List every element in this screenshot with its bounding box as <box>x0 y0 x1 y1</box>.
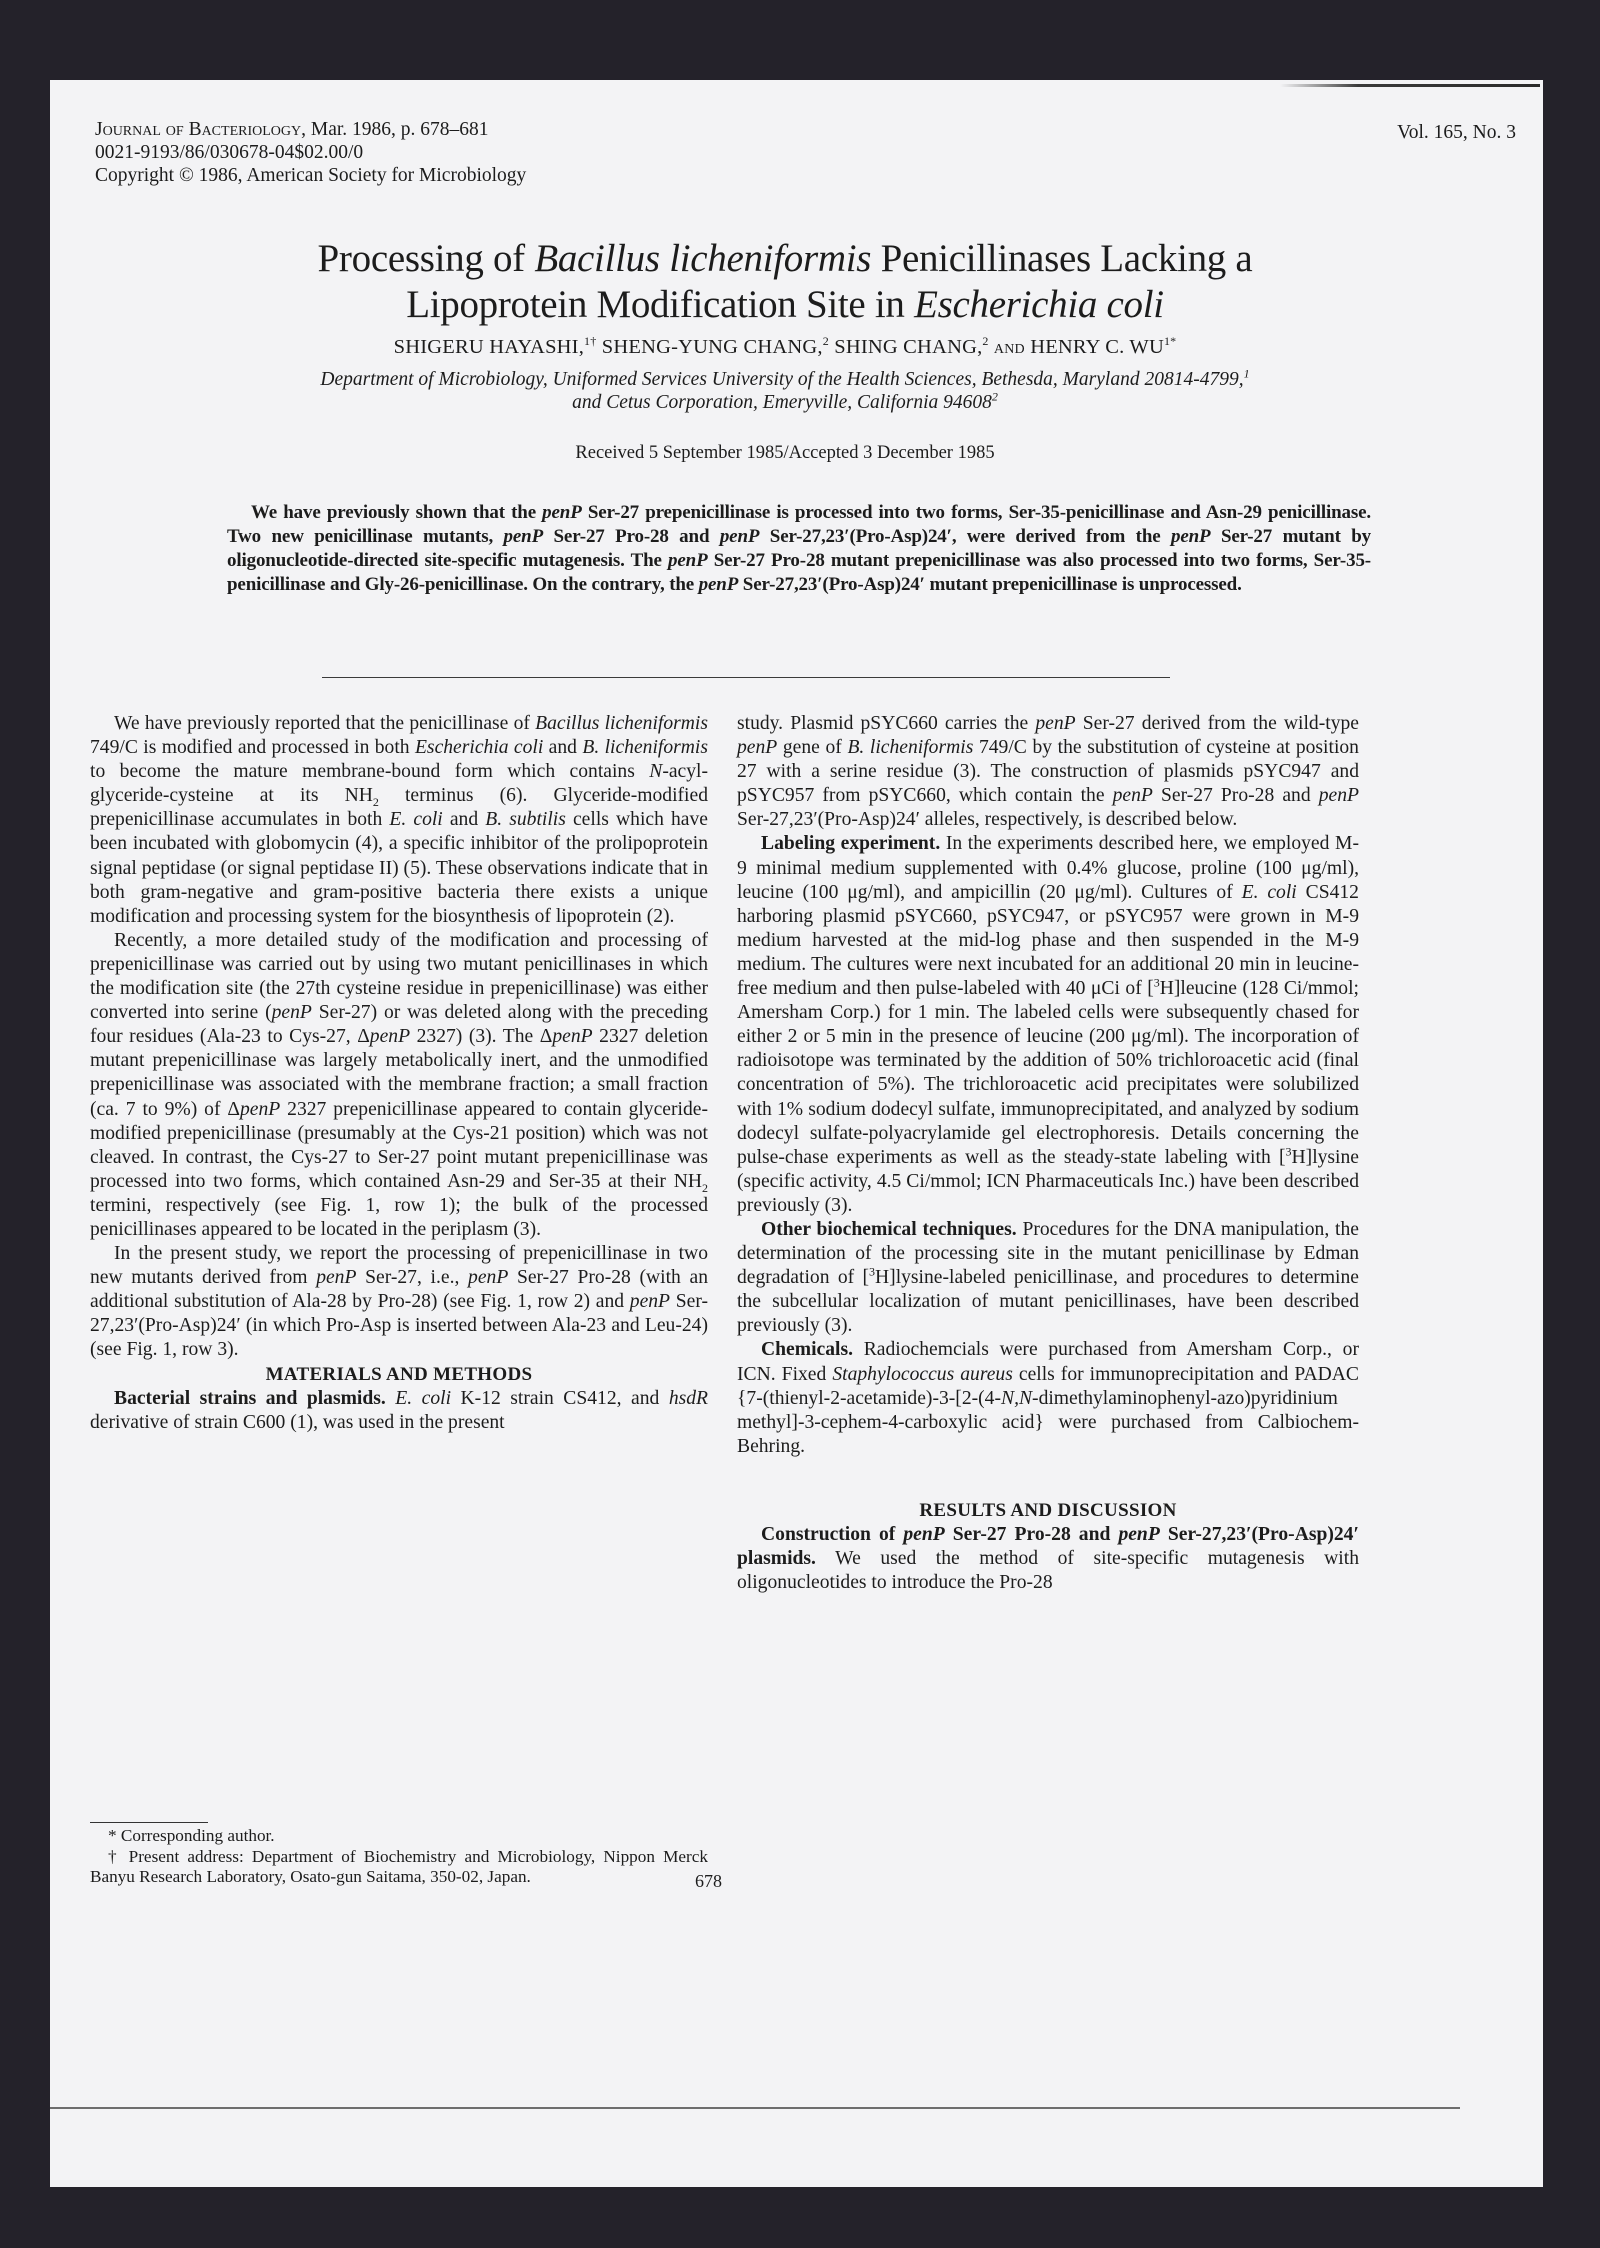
journal-copyright: Copyright © 1986, American Society for Microbiology <box>95 165 527 186</box>
article-title <box>90 236 1480 328</box>
footnote-corresponding: * Corresponding author. <box>108 1826 275 1845</box>
author-affiliation-mark: 1† <box>584 334 597 349</box>
footnotes <box>90 1826 708 1888</box>
author-affiliation-mark: 2 <box>982 334 989 349</box>
footnote-rule <box>90 1822 208 1823</box>
abstract-divider <box>322 677 1170 678</box>
journal-volume: Vol. 165, No. 3 <box>1397 122 1516 143</box>
received-dates: Received 5 September 1985/Accepted 3 December 1985 <box>575 443 995 463</box>
gene-name: penP <box>503 526 544 547</box>
intro-paragraph-2: Recently, a more detailed study of the modification and processing of prepenicillinase was carried out by using two mutant penicillinases in which the modification site (the 27th cysteine residue in prepenicillinase) was either converted into serine (penP Ser-27) or was deleted along with the preceding four residues (Ala-23 to Cys-27, ΔpenP 2327) (3). The ΔpenP 2327 deletion mutant prepenicillinase was largely metabolically inert, and the unmodified prepenicillinase was associated with the membrane fraction; a small fraction (ca. 7 to 9%) of ΔpenP 2327 prepenicillinase appeared to contain glyceride-modified prepenicillinase (presumably at the Cys-21 position) which was not cleaved. In contrast, the Cys-27 to Ser-27 point mutant prepenicillinase was processed into two forms, which contained Asn-29 and Ser-35 at their $NH_2$ termini, respectively (see Fig. 1, row 1); the bulk of the processed penicillinases appeared to be located in the periplasm (3). <box>90 929 708 1240</box>
abstract-text: Ser-27 Pro-28 and <box>543 526 720 547</box>
title-text: Processing of <box>317 237 535 280</box>
gene-name: penP <box>542 502 582 523</box>
author-name: SHING CHANG, <box>828 336 983 358</box>
title-text: Penicillinases Lacking a <box>871 237 1253 280</box>
page-number: 678 <box>695 1871 722 1891</box>
abstract <box>227 501 1371 597</box>
gene-name: penP <box>1170 526 1211 547</box>
abstract-text: Ser-27 prepenicillinase is processed into two forms, Ser-35-penicillinase and Asn-29 penicillinase. Two new penicillinase mutants, <box>227 502 1371 547</box>
scan-edge-line-bottom <box>50 2107 1460 2109</box>
title-organism: Bacillus licheniformis <box>534 237 872 280</box>
journal-code: 0021-9193/86/030678-04$02.00/0 <box>95 142 364 163</box>
abstract-text: Ser-27,23′(Pro-Asp)24′, were derived from the <box>759 526 1171 547</box>
section-heading-materials: MATERIALS AND METHODS <box>265 1363 533 1385</box>
runin-heading: Labeling experiment. <box>761 833 941 855</box>
runin-heading: Bacterial strains and plasmids. <box>114 1387 386 1409</box>
gene-name: penP <box>719 526 760 547</box>
abstract-text: We have previously shown that the <box>251 502 543 523</box>
left-column <box>90 712 708 1435</box>
abstract-text: Ser-27 Pro-28 mutant prepenicillinase was also processed into two forms, Ser-35-penicillinase and Gly-26-penicillinase. On the contrary, the <box>227 550 1371 595</box>
author-conjunction: and <box>988 336 1031 358</box>
footnote-present-address: † Present address: Department of Biochemistry and Microbiology, Nippon Merck Banyu Research Laboratory, Osato-gun Saitama, 350-02, Japan. <box>90 1846 708 1886</box>
journal-issue-pages: , Mar. 1986, p. 678–681 <box>301 119 489 140</box>
abstract-text: Ser-27 mutant by oligonucleotide-directed site-specific mutagenesis. The <box>227 526 1371 571</box>
methods-paragraph-chemicals: Chemicals. Radiochemcials were purchased from Amersham Corp., or ICN. Fixed Staphylococcus aureus cells for immunoprecipitation and PADAC {7-(thienyl-2-acetamide)-3-[2-(4-N,N-dimethylaminophenyl-azo)pyridinium methyl]-3-cephem-4-carboxylic acid} were purchased from Calbiochem-Behring. <box>737 1339 1359 1457</box>
abstract-text: Ser-27,23′(Pro-Asp)24′ mutant prepenicillinase is unprocessed. <box>738 574 1242 595</box>
gene-name: penP <box>668 550 708 571</box>
gene-name: penP <box>698 574 739 595</box>
affiliation-mark: 1 <box>1243 366 1250 381</box>
affiliation-mark: 2 <box>991 389 998 404</box>
methods-paragraph-plasmids: study. Plasmid pSYC660 carries the penP Ser-27 derived from the wild-type penP gene of B. licheniformis 749/C by the substitution of cysteine at position 27 with a serine residue (3). The construction of plasmids pSYC947 and pSYC957 from pSYC660, which contain the penP Ser-27 Pro-28 and penP Ser-27,23′(Pro-Asp)24′ alleles, respectively, is described below. <box>737 713 1359 831</box>
journal-citation <box>95 118 526 141</box>
title-text: Lipoprotein Modification Site in <box>406 283 915 326</box>
affiliation-line: and Cetus Corporation, Emeryville, California 94608 <box>572 392 992 413</box>
author-affiliation-mark: 1* <box>1163 334 1177 349</box>
author-list <box>90 336 1480 359</box>
right-column <box>737 712 1359 1595</box>
methods-paragraph-labeling: Labeling experiment. In the experiments described here, we employed M-9 minimal medium supplemented with 0.4% glucose, proline (100 μg/ml), leucine (100 μg/ml), and ampicillin (20 μg/ml). Cultures of E. coli CS412 harboring plasmid pSYC660, pSYC947, or pSYC957 were grown in M-9 medium harvested at the mid-log phase and then suspended in the M-9 medium. The cultures were next incubated for an additional 20 min in leucine-free medium and then pulse-labeled with 40 μCi of [$^3$H]leucine (128 Ci/mmol; Amersham Corp.) for 1 min. The labeled cells were subsequently chased for either 2 or 5 min in the presence of leucine (200 μg/ml). The incorporation of radioisotope was terminated by the addition of 50% trichloroacetic acid (final concentration of 5%). The trichloroacetic acid precipitates were solubilized with 1% sodium dodecyl sulfate, immunoprecipitated, and analyzed by sodium dodecyl sulfate-polyacrylamide gel electrophoresis. Details concerning the pulse-chase experiments as well as the steady-state labeling with [$^3$H]lysine (specific activity, 4.5 Ci/mmol; ICN Pharmaceuticals Inc.) have been described previously (3). <box>737 833 1359 1216</box>
affiliation-line: Department of Microbiology, Uniformed Services University of the Health Sciences, Bethesda, Maryland 20814-4799, <box>320 369 1244 390</box>
journal-name: Journal of Bacteriology <box>95 119 302 140</box>
intro-paragraph-1: We have previously reported that the penicillinase of Bacillus licheniformis 749/C is modified and processed in both Escherichia coli and B. licheniformis to become the mature membrane-bound form which contains N-acyl-glyceride-cysteine at its $NH_2$ terminus (6). Glyceride-modified prepenicillinase accumulates in both E. coli and B. subtilis cells which have been incubated with globomycin (4), a specific inhibitor of the prolipoprotein signal peptidase (or signal peptidase II) (5). These observations indicate that in both gram-negative and gram-positive bacteria there exists a unique modification and processing system for the biosynthesis of lipoprotein (2). <box>90 713 709 927</box>
author-affiliation-mark: 2 <box>822 334 829 349</box>
runin-heading: Chemicals. <box>761 1339 853 1361</box>
author-name: SHIGERU HAYASHI, <box>393 336 585 358</box>
runin-heading: Construction of penP Ser-27 Pro-28 and penP Ser-27,23′(Pro-Asp)24′ plasmids. <box>737 1524 1359 1570</box>
journal-header <box>95 118 526 187</box>
affiliations <box>60 368 1510 414</box>
methods-paragraph-strains: Bacterial strains and plasmids. E. coli K-12 strain CS412, and hsdR derivative of strain C600 (1), was used in the present <box>90 1387 709 1433</box>
section-heading-results: RESULTS AND DISCUSSION <box>919 1499 1177 1521</box>
runin-heading: Other biochemical techniques. <box>761 1218 1017 1240</box>
intro-paragraph-3: In the present study, we report the processing of prepenicillinase in two new mutants derived from penP Ser-27, i.e., penP Ser-27 Pro-28 (with an additional substitution of Ala-28 by Pro-28) (see Fig. 1, row 2) and penP Ser-27,23′(Pro-Asp)24′ (in which Pro-Asp is inserted between Ala-23 and Leu-24) (see Fig. 1, row 3). <box>90 1243 708 1361</box>
title-organism: Escherichia coli <box>914 283 1164 326</box>
author-name: HENRY C. WU <box>1030 336 1164 358</box>
methods-paragraph-techniques: Other biochemical techniques. Procedures for the DNA manipulation, the determination of the processing site in the mutant penicillinase by Edman degradation of [$^3$H]lysine-labeled penicillinase, and procedures to determine the subcellular localization of mutant penicillinases, have been described previously (3). <box>737 1218 1359 1337</box>
author-name: SHENG-YUNG CHANG, <box>596 336 823 358</box>
scan-edge-line-top <box>1280 84 1540 87</box>
results-paragraph-construction: Construction of penP Ser-27 Pro-28 and penP Ser-27,23′(Pro-Asp)24′ plasmids. We used the method of site-specific mutagenesis with oligonucleotides to introduce the Pro-28 <box>737 1524 1359 1594</box>
